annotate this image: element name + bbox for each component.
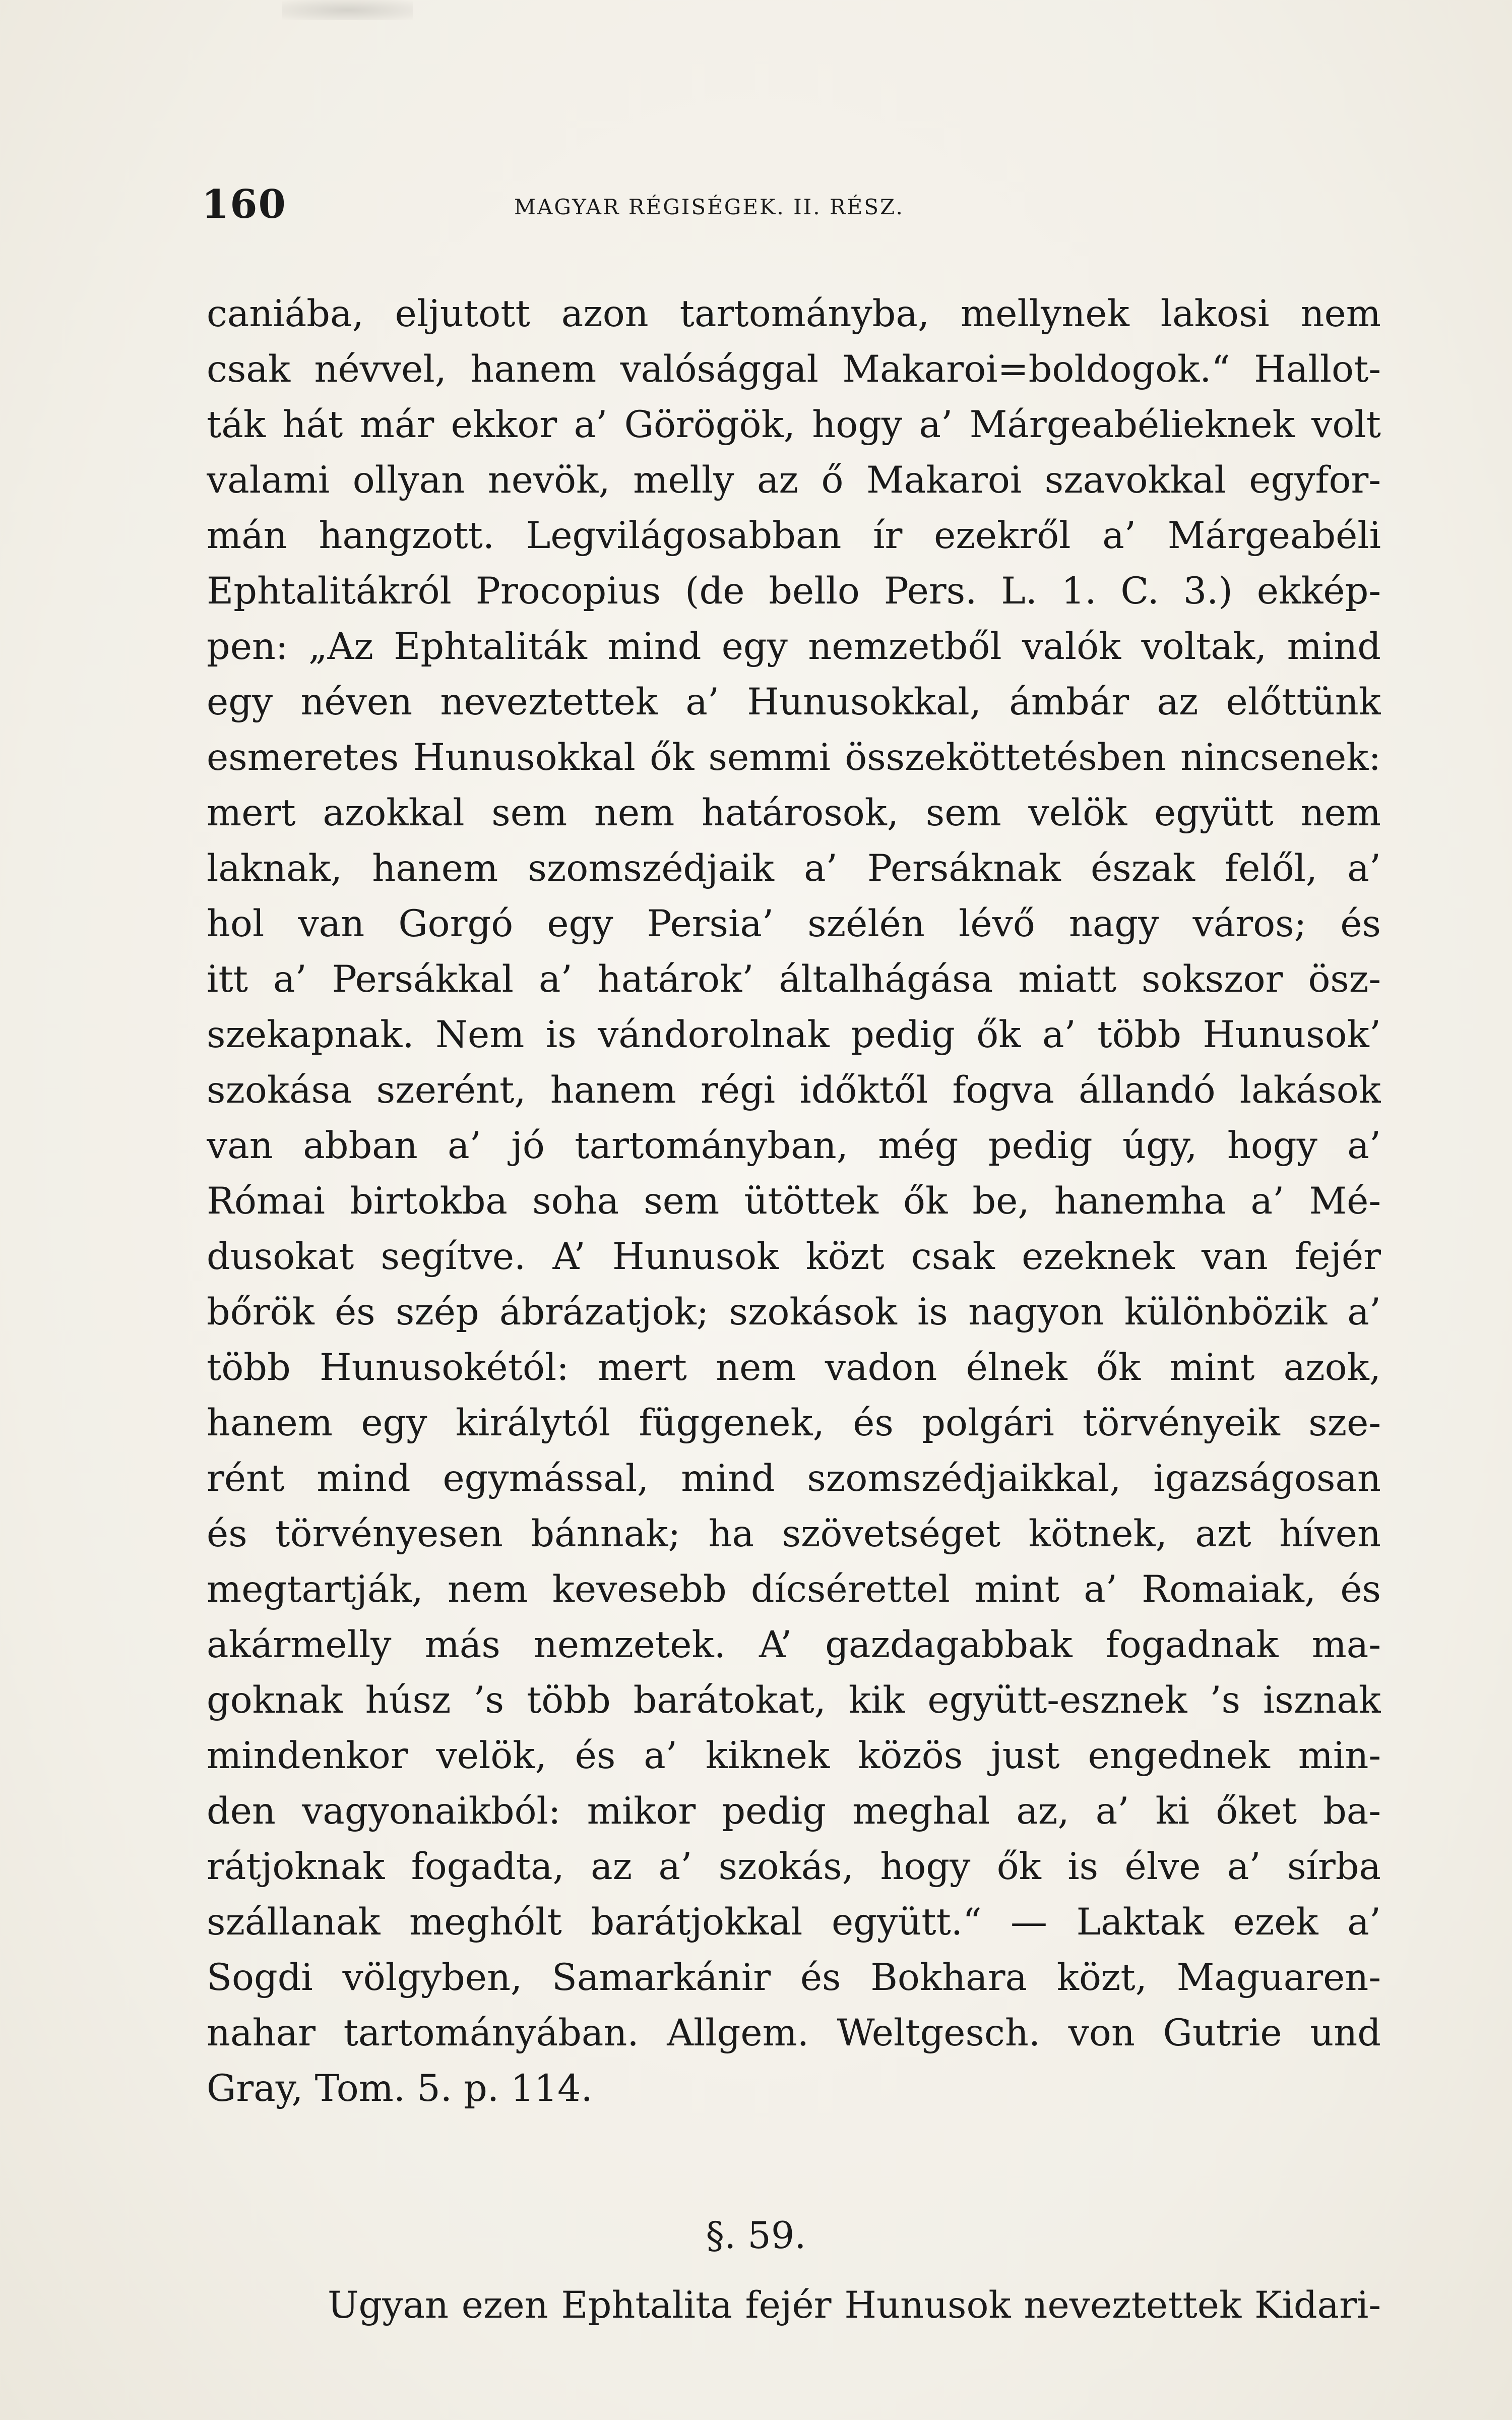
text-line: szokása szerént, hanem régi időktől fogva állandó lakások — [207, 1069, 1381, 1112]
text-line: laknak, hanem szomszédjaik a’ Persáknak észak felől, a’ — [207, 847, 1381, 890]
text-line: nahar tartományában. Allgem. Weltgesch. von Gutrie und — [207, 2012, 1381, 2054]
page-header — [202, 182, 1361, 242]
body-text — [207, 286, 1381, 2116]
text-line: Római birtokba soha sem ütöttek ők be, hanemha a’ Mé- — [207, 1180, 1381, 1223]
text-line: hanem egy királytól függenek, és polgári törvényeik sze- — [207, 1402, 1381, 1444]
text-line: Ephtalitákról Procopius (de bello Pers. L. 1. C. 3.) ekkép- — [207, 570, 1381, 613]
text-line: caniába, eljutott azon tartományba, mellynek lakosi nem — [207, 292, 1381, 335]
running-head: MAGYAR RÉGISÉGEK. II. RÉSZ. — [514, 195, 904, 219]
text-line: mán hangzott. Legvilágosabban ír ezekről a’ Márgeabéli — [207, 514, 1381, 557]
text-line: és törvényesen bánnak; ha szövetséget kötnek, azt híven — [207, 1512, 1381, 1555]
text-line: mindenkor velök, és a’ kiknek közös just engednek min- — [207, 1734, 1381, 1777]
text-line: bőrök és szép ábrázatjok; szokások is nagyon különbözik a’ — [207, 1291, 1381, 1334]
text-line: hol van Gorgó egy Persia’ szélén lévő nagy város; és — [207, 902, 1381, 945]
text-line: több Hunusokétól: mert nem vadon élnek ők mint azok, — [207, 1346, 1381, 1389]
text-line: rátjoknak fogadta, az a’ szokás, hogy ők is élve a’ sírba — [207, 1845, 1381, 1888]
text-line: van abban a’ jó tartományban, még pedig úgy, hogy a’ — [207, 1124, 1381, 1167]
page-number: 160 — [202, 182, 287, 227]
page-smudge — [282, 0, 413, 20]
text-line: goknak húsz ’s több barátokat, kik együtt-esznek ’s isznak — [207, 1679, 1381, 1722]
text-line: pen: „Az Ephtaliták mind egy nemzetből valók voltak, mind — [207, 625, 1381, 668]
text-line: valami ollyan nevök, melly az ő Makaroi szavokkal egyfor- — [207, 459, 1381, 502]
text-line: szállanak meghólt barátjokkal együtt.“ — Laktak ezek a’ — [207, 1901, 1381, 1944]
text-line: mert azokkal sem nem határosok, sem velök együtt nem — [207, 792, 1381, 834]
text-line: egy néven neveztettek a’ Hunusokkal, ámbár az előttünk — [207, 681, 1381, 723]
text-line: ták hát már ekkor a’ Görögök, hogy a’ Márgeabélieknek volt — [207, 403, 1381, 446]
text-line: itt a’ Persákkal a’ határok’ általhágása miatt sokszor ösz- — [207, 958, 1381, 1001]
text-line: esmeretes Hunusokkal ők semmi összeköttetésben nincsenek: — [207, 736, 1381, 779]
text-line: megtartják, nem kevesebb dícsérettel mint a’ Romaiak, és — [207, 1568, 1381, 1611]
text-line: rént mind egymással, mind szomszédjaikkal, igazságosan — [207, 1457, 1381, 1500]
text-line: csak névvel, hanem valósággal Makaroi=boldogok.“ Hallot- — [207, 348, 1381, 391]
text-line: akármelly más nemzetek. A’ gazdagabbak fogadnak ma- — [207, 1623, 1381, 1666]
text-line: szekapnak. Nem is vándorolnak pedig ők a’ több Hunusok’ — [207, 1013, 1381, 1056]
section-first-line: Ugyan ezen Ephtalita fejér Hunusok neveztettek Kidari- — [328, 2284, 1381, 2327]
text-line: dusokat segítve. A’ Hunusok közt csak ezeknek van fejér — [207, 1235, 1381, 1278]
section-heading: §. 59. — [706, 2214, 806, 2257]
text-line-last: Gray, Tom. 5. p. 114. — [207, 2067, 593, 2110]
text-line: Sogdi völgyben, Samarkánir és Bokhara közt, Maguaren- — [207, 1956, 1381, 1999]
text-line: den vagyonaikból: mikor pedig meghal az, a’ ki őket ba- — [207, 1790, 1381, 1833]
